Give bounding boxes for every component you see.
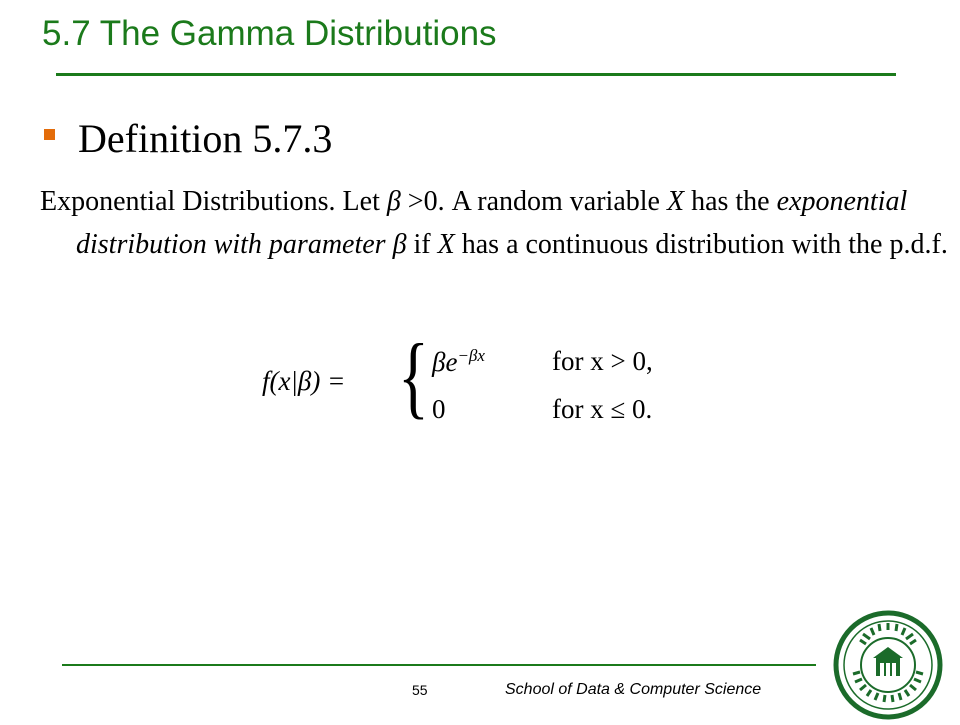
text-segment: >0. A random variable xyxy=(400,186,667,217)
beta-symbol: β xyxy=(386,186,401,217)
case2-condition: for x ≤ 0. xyxy=(552,394,653,424)
seal-graphic xyxy=(833,610,943,720)
definition-heading: Definition 5.7.3 xyxy=(78,116,333,161)
footer-rule xyxy=(62,664,816,666)
slide-title: 5.7 The Gamma Distributions xyxy=(42,14,497,53)
text-segment: if xyxy=(406,229,438,260)
text-segment: Exponential Distributions. Let xyxy=(40,186,387,217)
variable-x: X xyxy=(666,186,685,217)
university-seal-icon xyxy=(833,610,943,720)
case1-base: βe xyxy=(432,347,458,377)
bullet-square-icon xyxy=(44,129,55,140)
variable-x: X xyxy=(437,229,455,260)
pdf-formula xyxy=(262,325,702,438)
left-brace-icon: { xyxy=(398,325,429,427)
formula-lhs: f(x|β) = xyxy=(262,366,346,396)
text-segment: has a continuous distribution with the p.d.f. xyxy=(454,229,948,260)
case1-expression xyxy=(432,346,485,378)
title-underline xyxy=(56,73,896,76)
case1-condition: for x > 0, xyxy=(552,346,653,376)
case2-expression: 0 xyxy=(432,394,446,424)
emphasized-term: exponential distribution with parameter β xyxy=(76,186,908,260)
page-number: 55 xyxy=(412,682,428,698)
text-segment: has the xyxy=(684,186,777,217)
definition-text xyxy=(40,180,956,266)
school-name: School of Data & Computer Science xyxy=(505,681,762,698)
case1-exponent: −βx xyxy=(457,346,485,365)
